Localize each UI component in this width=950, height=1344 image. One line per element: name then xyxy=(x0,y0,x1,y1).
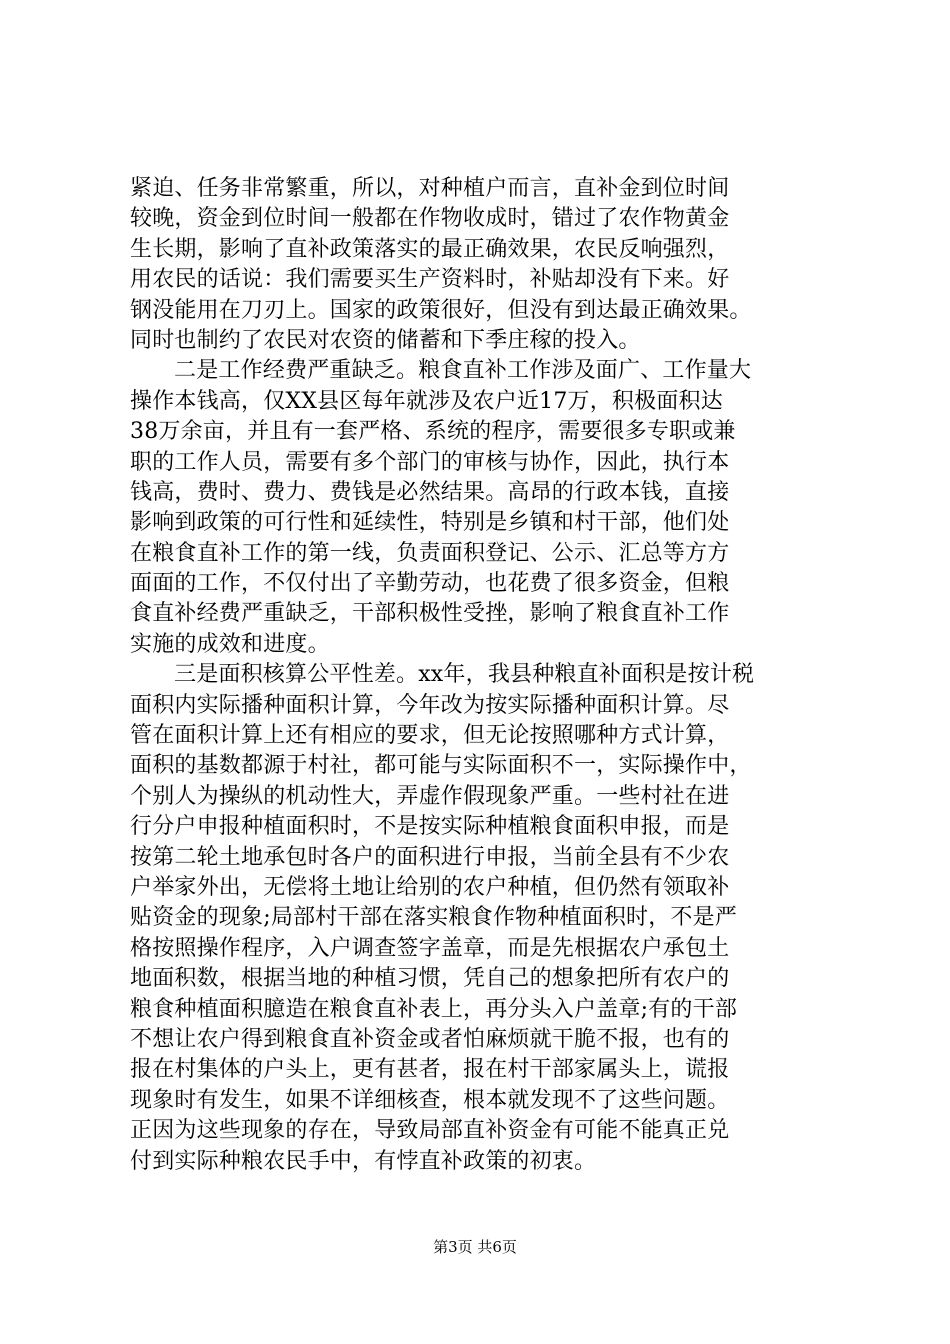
text-line: 同时也制约了农民对农资的储蓄和下季庄稼的投入。 xyxy=(130,327,641,353)
text-line: 个别人为操纵的机动性大，弄虚作假现象严重。一些村社在进 xyxy=(130,783,730,809)
text-line: 贴资金的现象;局部村干部在落实粮食作物种植面积时，不是严 xyxy=(130,905,738,931)
paragraph-start-line: 三是面积核算公平性差。xx年，我县种粮直补面积是按计税 xyxy=(174,662,755,688)
text-line: 操作本钱高，仅XX县区每年就涉及农户近17万，积极面积达 xyxy=(130,388,723,414)
text-line: 按第二轮土地承包时各户的面积进行申报，当前全县有不少农 xyxy=(130,844,730,870)
text-line: 户举家外出，无偿将土地让给别的农户种植，但仍然有领取补 xyxy=(130,874,730,900)
page-footer: 第3页 共6页 xyxy=(433,1238,517,1256)
text-line: 不想让农户得到粮食直补资金或者怕麻烦就干脆不报，也有的 xyxy=(130,1026,730,1052)
text-line: 在粮食直补工作的第一线，负责面积登记、公示、汇总等方方 xyxy=(130,540,730,566)
text-line: 用农民的话说：我们需要买生产资料时，补贴却没有下来。好 xyxy=(130,267,730,293)
body-text xyxy=(130,174,830,1177)
text-line: 食直补经费严重缺乏，干部积极性受挫，影响了粮食直补工作 xyxy=(130,601,730,627)
text-line: 职的工作人员，需要有多个部门的审核与协作，因此，执行本 xyxy=(130,449,730,475)
text-line: 面积的基数都源于村社，都可能与实际面积不一，实际操作中， xyxy=(130,753,752,779)
text-line: 钱高，费时、费力、费钱是必然结果。高昂的行政本钱，直接 xyxy=(130,479,730,505)
text-line: 面面的工作，不仅付出了辛勤劳动，也花费了很多资金，但粮 xyxy=(130,571,730,597)
text-line: 现象时有发生，如果不详细核查，根本就发现不了这些问题。 xyxy=(130,1087,730,1113)
text-line: 面积内实际播种面积计算，今年改为按实际播种面积计算。尽 xyxy=(130,692,730,718)
text-line: 行分户申报种植面积时，不是按实际种植粮食面积申报，而是 xyxy=(130,814,730,840)
text-line: 粮食种植面积臆造在粮食直补表上，再分头入户盖章;有的干部 xyxy=(130,996,738,1022)
text-line: 生长期，影响了直补政策落实的最正确效果，农民反响强烈， xyxy=(130,236,730,262)
text-line: 正因为这些现象的存在，导致局部直补资金有可能不能真正兑 xyxy=(130,1118,730,1144)
text-line: 钢没能用在刀刃上。国家的政策很好，但没有到达最正确效果。 xyxy=(130,297,752,323)
text-line: 报在村集体的户头上，更有甚者，报在村干部家属头上，谎报 xyxy=(130,1057,730,1083)
text-line: 38万余亩，并且有一套严格、系统的程序，需要很多专职或兼 xyxy=(130,419,736,445)
text-line: 管在面积计算上还有相应的要求，但无论按照哪种方式计算， xyxy=(130,723,730,749)
text-line: 格按照操作程序，入户调查签字盖章，而是先根据农户承包土 xyxy=(130,935,730,961)
text-line: 地面积数，根据当地的种植习惯，凭自己的想象把所有农户的 xyxy=(130,966,730,992)
text-line: 影响到政策的可行性和延续性，特别是乡镇和村干部，他们处 xyxy=(130,510,730,536)
text-line: 紧迫、任务非常繁重，所以，对种植户而言，直补金到位时间 xyxy=(130,176,730,201)
text-line: 付到实际种粮农民手中，有悖直补政策的初衷。 xyxy=(130,1148,597,1174)
text-line: 较晚，资金到位时间一般都在作物收成时，错过了农作物黄金 xyxy=(130,206,730,232)
text-line: 实施的成效和进度。 xyxy=(130,631,330,657)
paragraph-start-line: 二是工作经费严重缺乏。粮食直补工作涉及面广、工作量大 xyxy=(174,358,752,384)
